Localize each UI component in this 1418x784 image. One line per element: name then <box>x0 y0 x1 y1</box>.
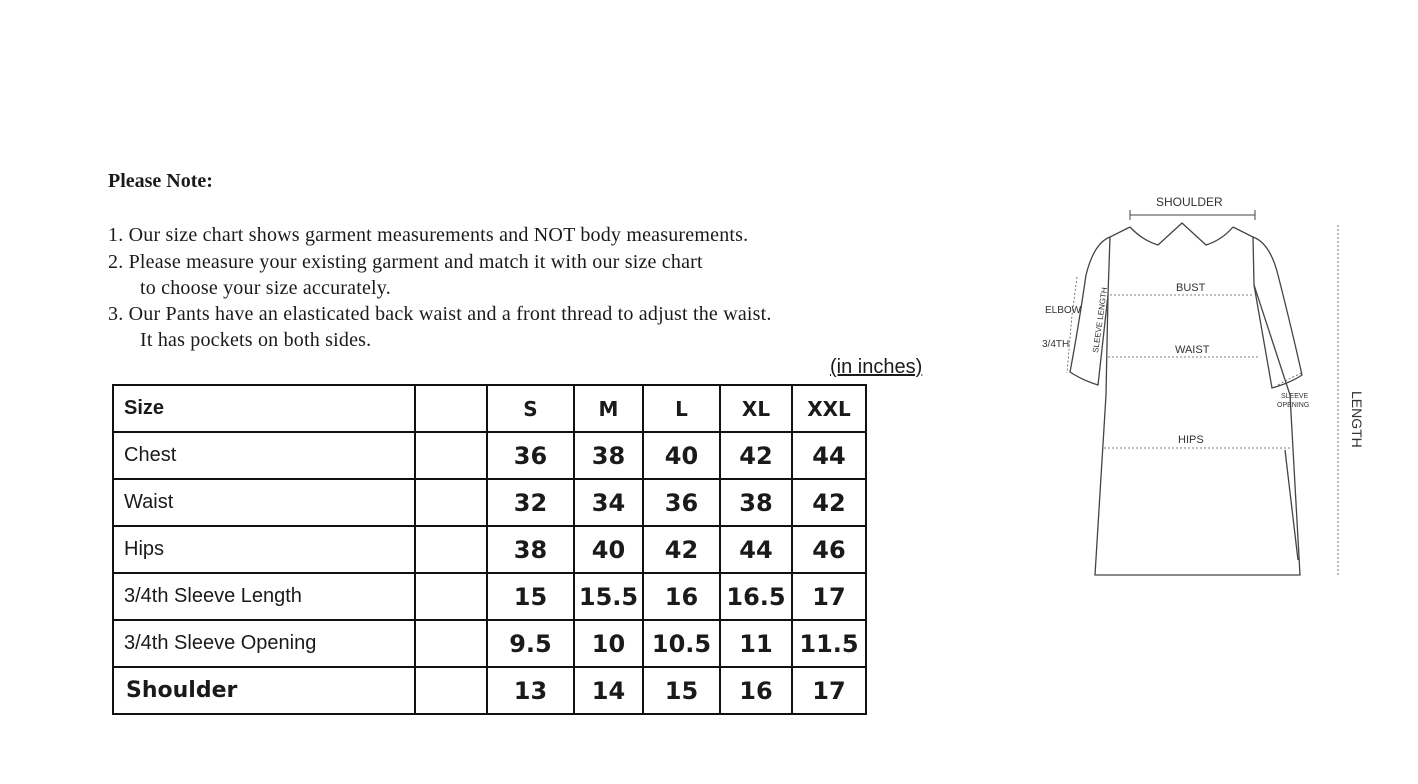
cell-value: 11.5 <box>792 620 866 667</box>
header-size-xl: XL <box>720 385 792 432</box>
table-row-sleeve-opening <box>113 620 866 667</box>
table-row-hips <box>113 526 866 573</box>
row-label: Waist <box>113 479 415 526</box>
table-row-chest <box>113 432 866 479</box>
row-label: 3/4th Sleeve Length <box>113 573 415 620</box>
cell-value: 15 <box>487 573 574 620</box>
cell-value: 44 <box>792 432 866 479</box>
shoulder-label: SHOULDER <box>1156 195 1223 209</box>
cell-value: 15 <box>643 667 720 714</box>
bust-label: BUST <box>1176 282 1206 294</box>
table-row-waist <box>113 479 866 526</box>
cell-value: 40 <box>574 526 643 573</box>
cell-value: 42 <box>792 479 866 526</box>
cell-value: 38 <box>720 479 792 526</box>
cell-value: 40 <box>643 432 720 479</box>
cell-value: 38 <box>487 526 574 573</box>
waist-label: WAIST <box>1175 344 1210 356</box>
sleeve-opening-label-2: OPENING <box>1277 402 1310 409</box>
length-label: LENGTH <box>1349 391 1365 448</box>
header-size-m: M <box>574 385 643 432</box>
sleeve-opening-line <box>1278 373 1302 385</box>
cell-value: 16.5 <box>720 573 792 620</box>
three-fourth-label: 3/4TH <box>1042 339 1070 350</box>
header-size-s: S <box>487 385 574 432</box>
table-row-sleeve-length <box>113 573 866 620</box>
unit-label: (in inches) <box>830 356 923 378</box>
kurta-measurement-diagram <box>1030 185 1375 585</box>
blank-cell <box>415 620 487 667</box>
table-header-row <box>113 385 866 432</box>
header-size-xxl: XXL <box>792 385 866 432</box>
cell-value: 9.5 <box>487 620 574 667</box>
cell-value: 10.5 <box>643 620 720 667</box>
hips-label: HIPS <box>1178 434 1204 446</box>
cell-value: 16 <box>643 573 720 620</box>
cell-value: 42 <box>720 432 792 479</box>
cell-value: 17 <box>792 667 866 714</box>
header-blank-cell <box>415 385 487 432</box>
table-row-shoulder <box>113 667 866 714</box>
sleeve-opening-label-1: SLEEVE <box>1281 393 1309 400</box>
cell-value: 10 <box>574 620 643 667</box>
blank-cell <box>415 479 487 526</box>
row-label: Hips <box>113 526 415 573</box>
note-line-2: 2. Please measure your existing garment and match it with our size chart <box>108 251 703 273</box>
note-line-2-cont: to choose your size accurately. <box>140 277 391 299</box>
blank-cell <box>415 667 487 714</box>
cell-value: 17 <box>792 573 866 620</box>
note-line-1: 1. Our size chart shows garment measurements and NOT body measurements. <box>108 224 749 246</box>
cell-value: 46 <box>792 526 866 573</box>
blank-cell <box>415 526 487 573</box>
row-label: Shoulder <box>113 667 415 714</box>
cell-value: 13 <box>487 667 574 714</box>
row-label: Chest <box>113 432 415 479</box>
cell-value: 38 <box>574 432 643 479</box>
cell-value: 14 <box>574 667 643 714</box>
cell-value: 32 <box>487 479 574 526</box>
cell-value: 42 <box>643 526 720 573</box>
note-title: Please Note: <box>108 170 213 192</box>
cell-value: 44 <box>720 526 792 573</box>
note-line-3: 3. Our Pants have an elasticated back waist and a front thread to adjust the waist. <box>108 303 772 325</box>
cell-value: 15.5 <box>574 573 643 620</box>
cell-value: 36 <box>643 479 720 526</box>
kurta-outline <box>1070 223 1302 575</box>
cell-value: 11 <box>720 620 792 667</box>
cell-value: 16 <box>720 667 792 714</box>
cell-value: 34 <box>574 479 643 526</box>
blank-cell <box>415 573 487 620</box>
cell-value: 36 <box>487 432 574 479</box>
shoulder-bracket <box>1130 210 1255 220</box>
size-table <box>112 384 867 715</box>
header-size-l: L <box>643 385 720 432</box>
sleeve-length-label: SLEEVE LENGTH <box>1091 286 1110 354</box>
blank-cell <box>415 432 487 479</box>
elbow-label: ELBOW <box>1045 305 1082 316</box>
note-line-3-cont: It has pockets on both sides. <box>140 329 372 351</box>
row-label: 3/4th Sleeve Opening <box>113 620 415 667</box>
header-size-label: Size <box>113 385 415 432</box>
